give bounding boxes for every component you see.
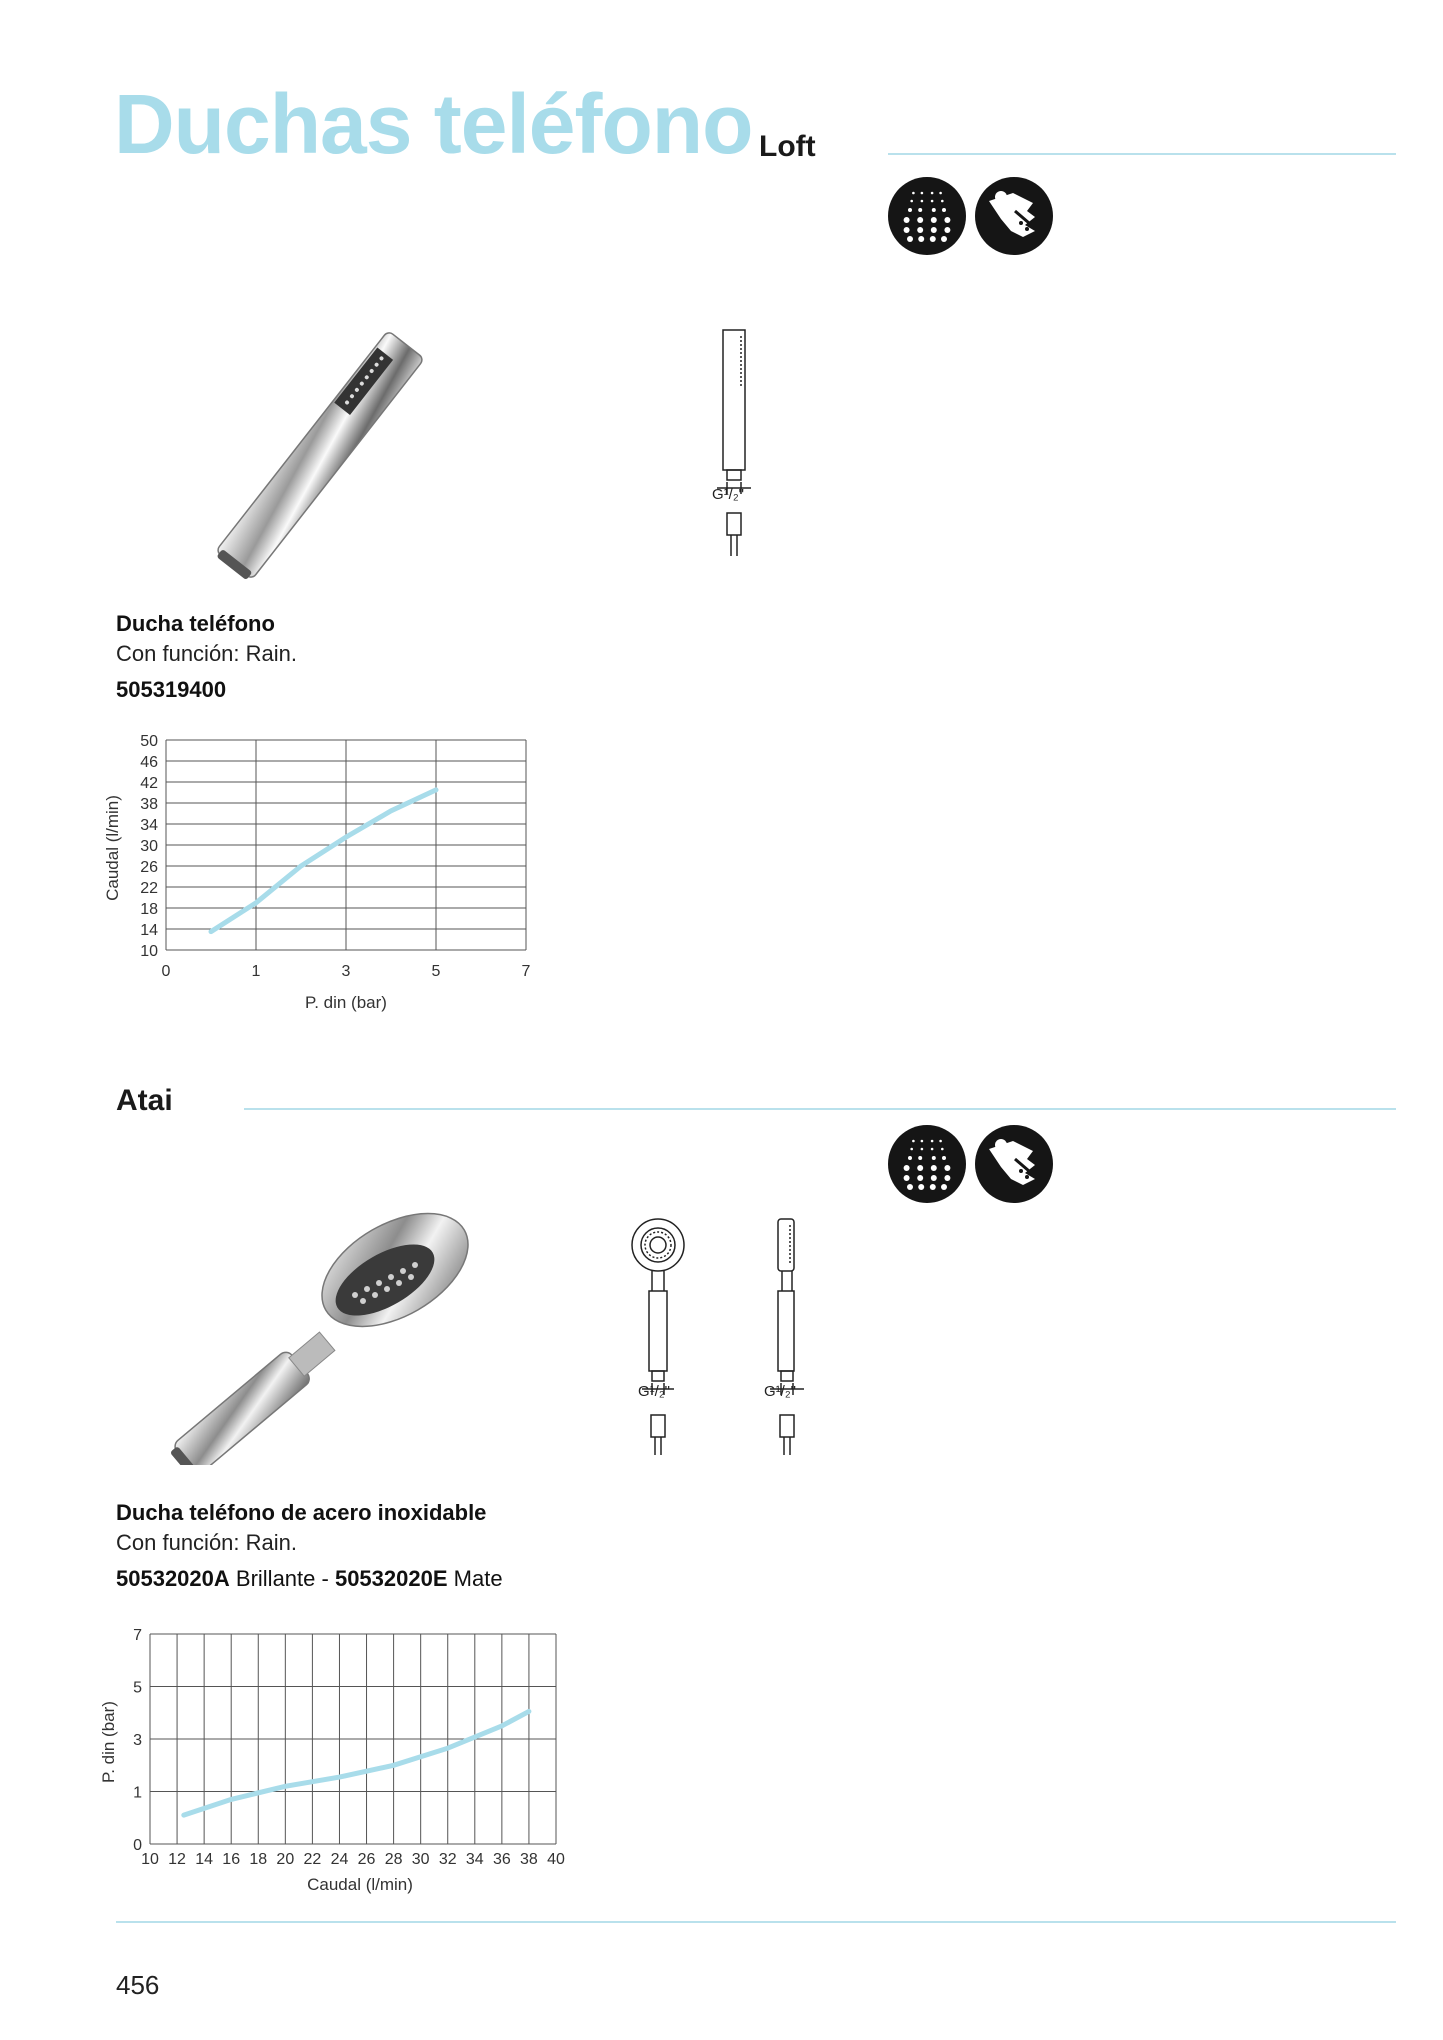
product-name-loft: Ducha teléfono (116, 611, 275, 636)
code-separator: - (315, 1566, 335, 1591)
chart-x-axis-label: Caudal (l/min) (307, 1875, 413, 1894)
chart-y-tick-label: 5 (133, 1679, 142, 1697)
chart-y-tick-label: 22 (140, 880, 158, 897)
rain-dot (917, 217, 923, 223)
rain-spray-icon (888, 1125, 966, 1203)
section-rule-atai (244, 1108, 1396, 1110)
chart-x-tick-label: 26 (357, 1851, 376, 1868)
chart-y-tick-label: 1 (133, 1784, 142, 1802)
chart-x-tick-label: 28 (384, 1851, 403, 1868)
rain-dot (944, 1165, 950, 1171)
connector-label-loft: G¹/₂" (712, 486, 744, 503)
chart-x-tick-label: 40 (547, 1851, 565, 1868)
chart-y-axis-label: P. din (bar) (99, 1701, 118, 1783)
rain-dot (912, 1140, 915, 1143)
rain-dot (939, 1140, 942, 1143)
chart-x-tick-label: 38 (520, 1851, 538, 1868)
product-code-mate: 50532020E (334, 1566, 448, 1591)
easy-clean-icon (975, 1125, 1053, 1203)
rain-dot (942, 1156, 946, 1160)
rain-dot (931, 227, 937, 233)
product-code-brillante: 50532020A (116, 1566, 230, 1591)
rain-dot (907, 1184, 913, 1190)
rain-dot (931, 200, 934, 203)
rain-dot (941, 236, 947, 242)
chart-y-tick-label: 10 (140, 943, 158, 960)
rain-dot (918, 1184, 924, 1190)
easy-clean-icon (975, 177, 1053, 255)
finish-brillante: Brillante (235, 1566, 316, 1591)
rain-dot (942, 208, 946, 212)
chart-x-tick-label: 30 (411, 1851, 430, 1868)
rain-dot (907, 236, 913, 242)
chart-y-tick-label: 30 (140, 838, 158, 855)
chart-y-tick-label: 42 (140, 775, 158, 792)
chart-y-tick-label: 18 (140, 901, 158, 918)
rain-dot (917, 1175, 923, 1181)
flow-chart-loft (96, 730, 536, 1020)
rain-dot (921, 1140, 924, 1143)
chart-series-line (211, 790, 436, 932)
product-description-loft: Con función: Rain. (116, 641, 297, 666)
footer-rule (116, 1921, 1396, 1923)
rain-dot (931, 217, 937, 223)
rain-dot (941, 1148, 944, 1151)
chart-y-tick-label: 7 (133, 1627, 142, 1644)
chart-x-tick-label: 7 (521, 963, 531, 980)
chart-x-tick-label: 16 (222, 1851, 241, 1868)
chart-y-tick-label: 14 (140, 922, 158, 939)
rain-dot (944, 217, 950, 223)
rain-dot (931, 1140, 934, 1143)
product-codes-atai (116, 1566, 503, 1592)
rain-dot (912, 192, 915, 195)
chart-y-tick-label: 34 (140, 817, 158, 834)
page-number: 456 (116, 1970, 160, 2000)
chart-x-tick-label: 18 (249, 1851, 268, 1868)
rain-dot (931, 1148, 934, 1151)
rain-dot (932, 208, 936, 212)
pressure-chart-atai (96, 1620, 586, 1910)
technical-drawing-loft (705, 328, 775, 558)
chart-y-axis-label: Caudal (l/min) (103, 795, 122, 901)
chart-y-tick-label: 0 (133, 1837, 142, 1854)
chart-y-tick-label: 46 (140, 754, 158, 771)
rain-dot (931, 1175, 937, 1181)
rain-dot (941, 1184, 947, 1190)
product-code-loft: 505319400 (116, 677, 227, 702)
chart-y-tick-label: 50 (140, 733, 158, 750)
rain-dot (921, 192, 924, 195)
rain-dot (944, 227, 950, 233)
rain-dot (918, 1156, 922, 1160)
chart-x-tick-label: 20 (276, 1851, 295, 1868)
rain-dot (918, 236, 924, 242)
chart-x-tick-label: 12 (168, 1851, 186, 1868)
product-description-atai: Con función: Rain. (116, 1530, 297, 1555)
rain-dot (931, 192, 934, 195)
chart-x-tick-label: 22 (303, 1851, 322, 1868)
rain-dot (930, 1184, 936, 1190)
chart-x-tick-label: 34 (465, 1851, 484, 1868)
chart-series-line (184, 1711, 529, 1815)
finish-mate: Mate (453, 1566, 503, 1591)
chart-x-tick-label: 3 (341, 963, 351, 980)
rain-dot (917, 1165, 923, 1171)
rain-dot (921, 1148, 924, 1151)
section-title-atai: Atai (116, 1084, 173, 1117)
connector-label-atai-front: G¹/₂" (638, 1383, 670, 1400)
rain-dot (939, 192, 942, 195)
rain-dot (941, 200, 944, 203)
rain-dot (904, 227, 910, 233)
rain-dot (930, 236, 936, 242)
rain-dot (918, 208, 922, 212)
rain-dot (908, 208, 912, 212)
technical-drawing-atai-side (760, 1215, 820, 1455)
section-title-loft: Loft (759, 130, 816, 163)
rain-dot (908, 1156, 912, 1160)
chart-x-tick-label: 1 (251, 963, 261, 980)
connector-label-atai-side: G¹/₂" (764, 1383, 796, 1400)
product-photo-atai (160, 1195, 470, 1465)
chart-x-tick-label: 5 (431, 963, 441, 980)
product-photo-loft (190, 320, 450, 590)
section-rule-loft (888, 153, 1396, 155)
rain-dot (910, 200, 913, 203)
rain-dot (904, 1165, 910, 1171)
chart-x-tick-label: 14 (195, 1851, 214, 1868)
rain-dot (944, 1175, 950, 1181)
chart-y-tick-label: 3 (133, 1732, 142, 1749)
rain-dot (910, 1148, 913, 1151)
chart-x-tick-label: 0 (161, 963, 171, 980)
rain-dot (932, 1156, 936, 1160)
rain-dot (904, 217, 910, 223)
chart-x-tick-label: 24 (330, 1851, 349, 1868)
rain-dot (917, 227, 923, 233)
chart-y-tick-label: 38 (140, 796, 158, 813)
rain-dot (931, 1165, 937, 1171)
chart-y-tick-label: 26 (140, 859, 158, 876)
chart-x-tick-label: 10 (141, 1851, 159, 1868)
chart-x-tick-label: 32 (438, 1851, 457, 1868)
rain-spray-icon (888, 177, 966, 255)
page-title: Duchas teléfono (114, 77, 753, 171)
technical-drawing-atai-front (628, 1215, 698, 1455)
product-name-atai: Ducha teléfono de acero inoxidable (116, 1500, 487, 1525)
chart-x-axis-label: P. din (bar) (305, 993, 387, 1012)
rain-dot (921, 200, 924, 203)
rain-dot (904, 1175, 910, 1181)
chart-x-tick-label: 36 (492, 1851, 511, 1868)
